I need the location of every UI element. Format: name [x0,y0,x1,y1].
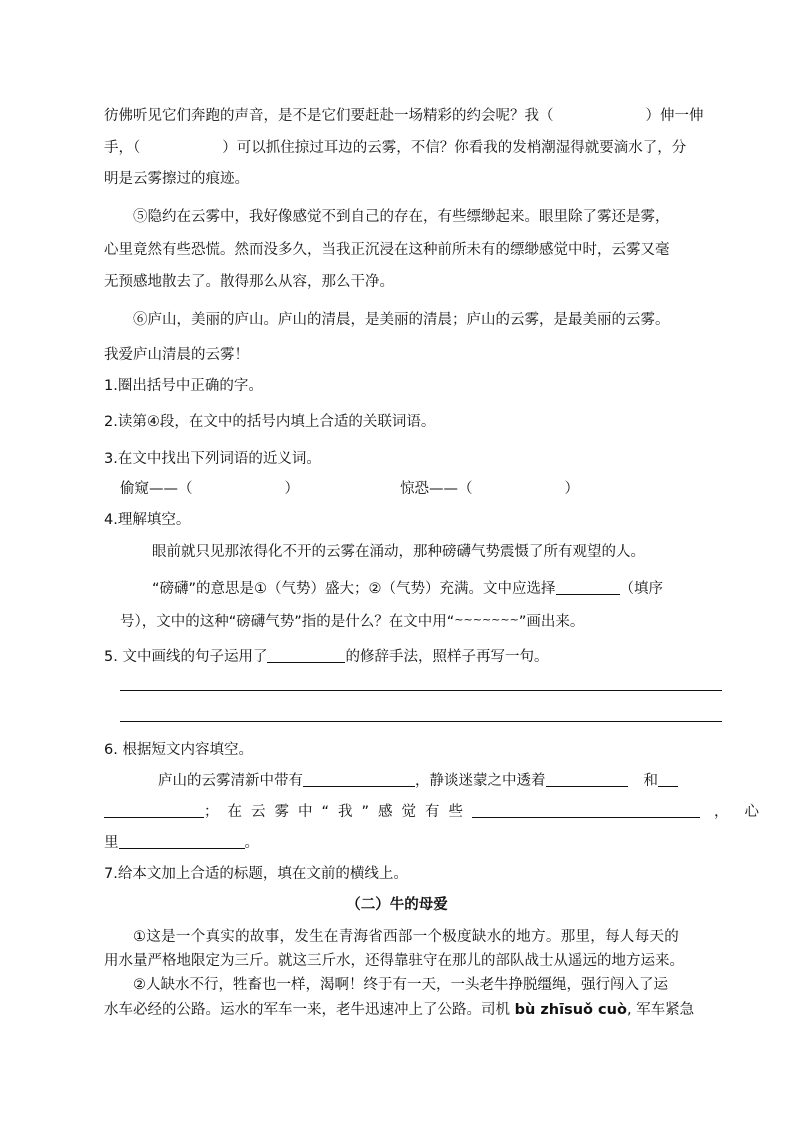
p5-line-2: 心里竟然有些恐慌。然而没多久，当我正沉浸在这种前所未有的缥缈感觉中时，云雾又毫 [104,242,670,258]
p4-line-2: 手，（ ）可以抓住掠过耳边的云雾，不信？你看我的发梢潮湿得就要滴水了，分 [104,140,687,156]
p6-line-1: ⑥庐山，美丽的庐山。庐山的清晨，是美丽的清晨；庐山的云雾，是最美丽的云雾。 [133,312,670,328]
q3-item-2: 惊恐——（ ） [400,481,579,497]
p2-paragraph1-line2: 用水量严格地限定为三斤。就这三斤水，还得靠驻守在那儿的部队战士从遥远的地方运来。 [104,953,684,969]
q4-line-2: 号），文中的这种“磅礴气势”指的是什么？在文中用“~~~~~~~”画出来。 [120,613,585,630]
q5-write-line-1[interactable] [120,690,722,691]
q6-blank-3a[interactable] [658,772,678,787]
p4-line-1: 彷佛听见它们奔跑的声音，是不是它们要赶赴一场精彩的约会呢？我（ ）伸一伸 [104,108,704,124]
q6-blank-5[interactable] [119,834,245,849]
q6-line-1: 庐山的云雾清新中带有 ，静谈迷蒙之中透着 和 [158,769,678,790]
p6-line-2: 我爱庐山清晨的云雾！ [104,347,249,363]
q4-line-1: “磅礴”的意思是①（气势）盛大；②（气势）充满。文中应选择 （填序 [152,581,664,597]
q3-item-1: 偷窥——（ ） [120,481,299,497]
q4-sentence: 眼前就只见那浓得化不开的云雾在涌动，那种磅礴气势震慑了所有观望的人。 [152,544,645,560]
p2-paragraph2-line2: 水车必经的公路。运水的军车一来，老牛迅速冲上了公路。司机 bù zhīsuǒ cuò, 军车紧急 [104,1002,695,1018]
question-1: 1.圈出括号中正确的字。 [104,378,263,394]
question-7: 7.给本文加上合适的标题，填在文前的横线上。 [104,866,408,882]
q5-write-line-2[interactable] [120,721,722,722]
q6-blank-2[interactable] [546,772,628,787]
passage-2-title: （二）牛的母爱 [346,897,448,913]
q6-blank-3b[interactable] [104,803,204,818]
wavy-mark: ~~~~~~~ [454,613,519,626]
q6-line-2: ；在云雾中“我”感觉有些 ，心 [104,800,724,821]
p5-line-3: 无预感地散去了。散得那么从容，那么干净。 [104,274,394,290]
q5-answer-blank[interactable] [267,648,345,663]
p4-line-3: 明是云雾擦过的痕迹。 [104,171,249,187]
q6-blank-4[interactable] [472,803,700,818]
question-6: 6. 根据短文内容填空。 [104,742,253,758]
question-2: 2.读第④段，在文中的括号内填上合适的关联词语。 [104,414,436,430]
p2-paragraph2-line1: ②人缺水不行，牲畜也一样，渴啊！终于有一天，一头老牛挣脱缰绳，强行闯入了运 [133,977,668,993]
p2-paragraph1-line1: ①这是一个真实的故事，发生在青海省西部一个极度缺水的地方。那里，每人每天的 [133,929,680,945]
p5-line-1: ⑤隐约在云雾中，我好像感觉不到自己的存在，有些缥缈起来。眼里除了雾还是雾， [133,209,670,225]
q6-blank-1[interactable] [303,772,415,787]
q4-answer-blank[interactable] [556,580,620,595]
question-3: 3.在文中找出下列词语的近义词。 [104,451,321,467]
pinyin-phrase: bù zhīsuǒ cuò [514,1002,627,1018]
q6-line-3: 里 。 [104,835,259,851]
question-4: 4.理解填空。 [104,512,191,528]
question-5: 5. 文中画线的句子运用了 的修辞手法，照样子再写一句。 [104,649,549,665]
